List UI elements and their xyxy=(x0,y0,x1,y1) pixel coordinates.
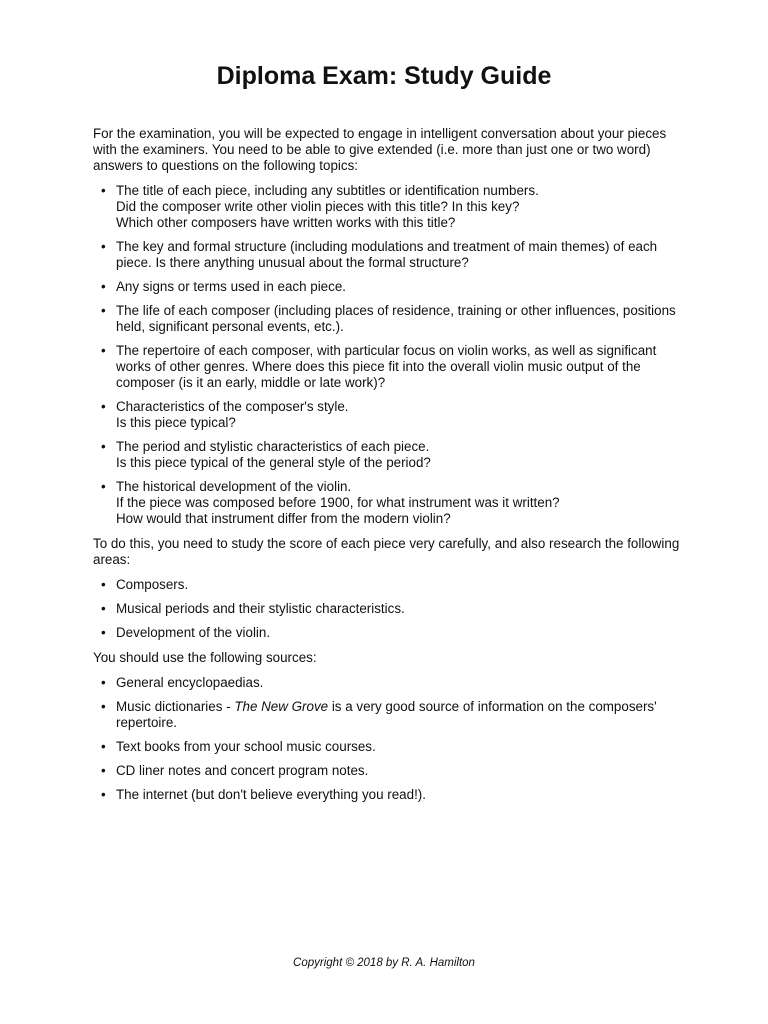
topic-line: • The key and formal structure (including modulations and treatment of main themes) of each piece. Is there anything unusual about the formal structure? xyxy=(116,239,658,270)
list-item: • General encyclopaedias. xyxy=(93,675,683,691)
dictionaries-text-pre: Music dictionaries - xyxy=(116,699,235,714)
research-areas-list xyxy=(93,577,683,641)
list-item xyxy=(93,343,683,391)
topic-line: • The period and stylistic characteristics of each piece. xyxy=(116,439,430,454)
document-body xyxy=(93,126,683,812)
list-item: • Text books from your school music courses. xyxy=(93,739,683,755)
list-item xyxy=(93,303,683,335)
research-intro: To do this, you need to study the score of each piece very carefully, and also research the following areas: xyxy=(93,536,680,567)
list-item: • Musical periods and their stylistic characteristics. xyxy=(93,601,683,617)
topic-line: • Any signs or terms used in each piece. xyxy=(116,279,346,294)
copyright-footer: Copyright © 2018 by R. A. Hamilton xyxy=(293,957,475,969)
list-item xyxy=(93,699,683,731)
list-item: • Composers. xyxy=(93,577,683,593)
list-item xyxy=(93,239,683,271)
topic-line: • The historical development of the violin. xyxy=(116,479,352,494)
list-item xyxy=(93,183,683,231)
list-item: • CD liner notes and concert program notes. xyxy=(93,763,683,779)
topic-line: How would that instrument differ from the modern violin? xyxy=(116,511,451,526)
list-item xyxy=(93,399,683,431)
list-item xyxy=(93,279,683,295)
topic-line: If the piece was composed before 1900, for what instrument was it written? xyxy=(116,495,560,510)
topic-line: Is this piece typical? xyxy=(116,415,236,430)
topics-list xyxy=(93,183,683,527)
topic-line: • Characteristics of the composer's style. xyxy=(116,399,349,414)
dictionaries-text-post: is a very good source of information on the composers' repertoire. xyxy=(116,699,657,730)
page-title: Diploma Exam: Study Guide xyxy=(216,62,552,90)
topic-line: Did the composer write other violin pieces with this title? In this key? xyxy=(116,199,520,214)
list-item xyxy=(93,439,683,471)
list-item xyxy=(93,479,683,527)
new-grove-title: The New Grove xyxy=(234,699,329,714)
intro-paragraph: For the examination, you will be expected to engage in intelligent conversation about your pieces with the examiners. You need to be able to give extended (i.e. more than just one or two word) answers to questions on the following topics: xyxy=(93,126,667,173)
topic-line: • The life of each composer (including places of residence, training or other influences, positions held, significant personal events, etc.). xyxy=(116,303,676,334)
topic-line: Is this piece typical of the general style of the period? xyxy=(116,455,431,470)
sources-list xyxy=(93,675,683,803)
sources-intro: You should use the following sources: xyxy=(93,650,317,665)
topic-line: • The repertoire of each composer, with particular focus on violin works, as well as significant works of other genres. Where does this piece fit into the overall violin music output of the composer (is it an early, middle or late work)? xyxy=(116,343,657,390)
list-item: • The internet (but don't believe everything you read!). xyxy=(93,787,683,803)
topic-line: • The title of each piece, including any subtitles or identification numbers. xyxy=(116,183,539,198)
list-item: • Development of the violin. xyxy=(93,625,683,641)
topic-line: Which other composers have written works with this title? xyxy=(116,215,456,230)
